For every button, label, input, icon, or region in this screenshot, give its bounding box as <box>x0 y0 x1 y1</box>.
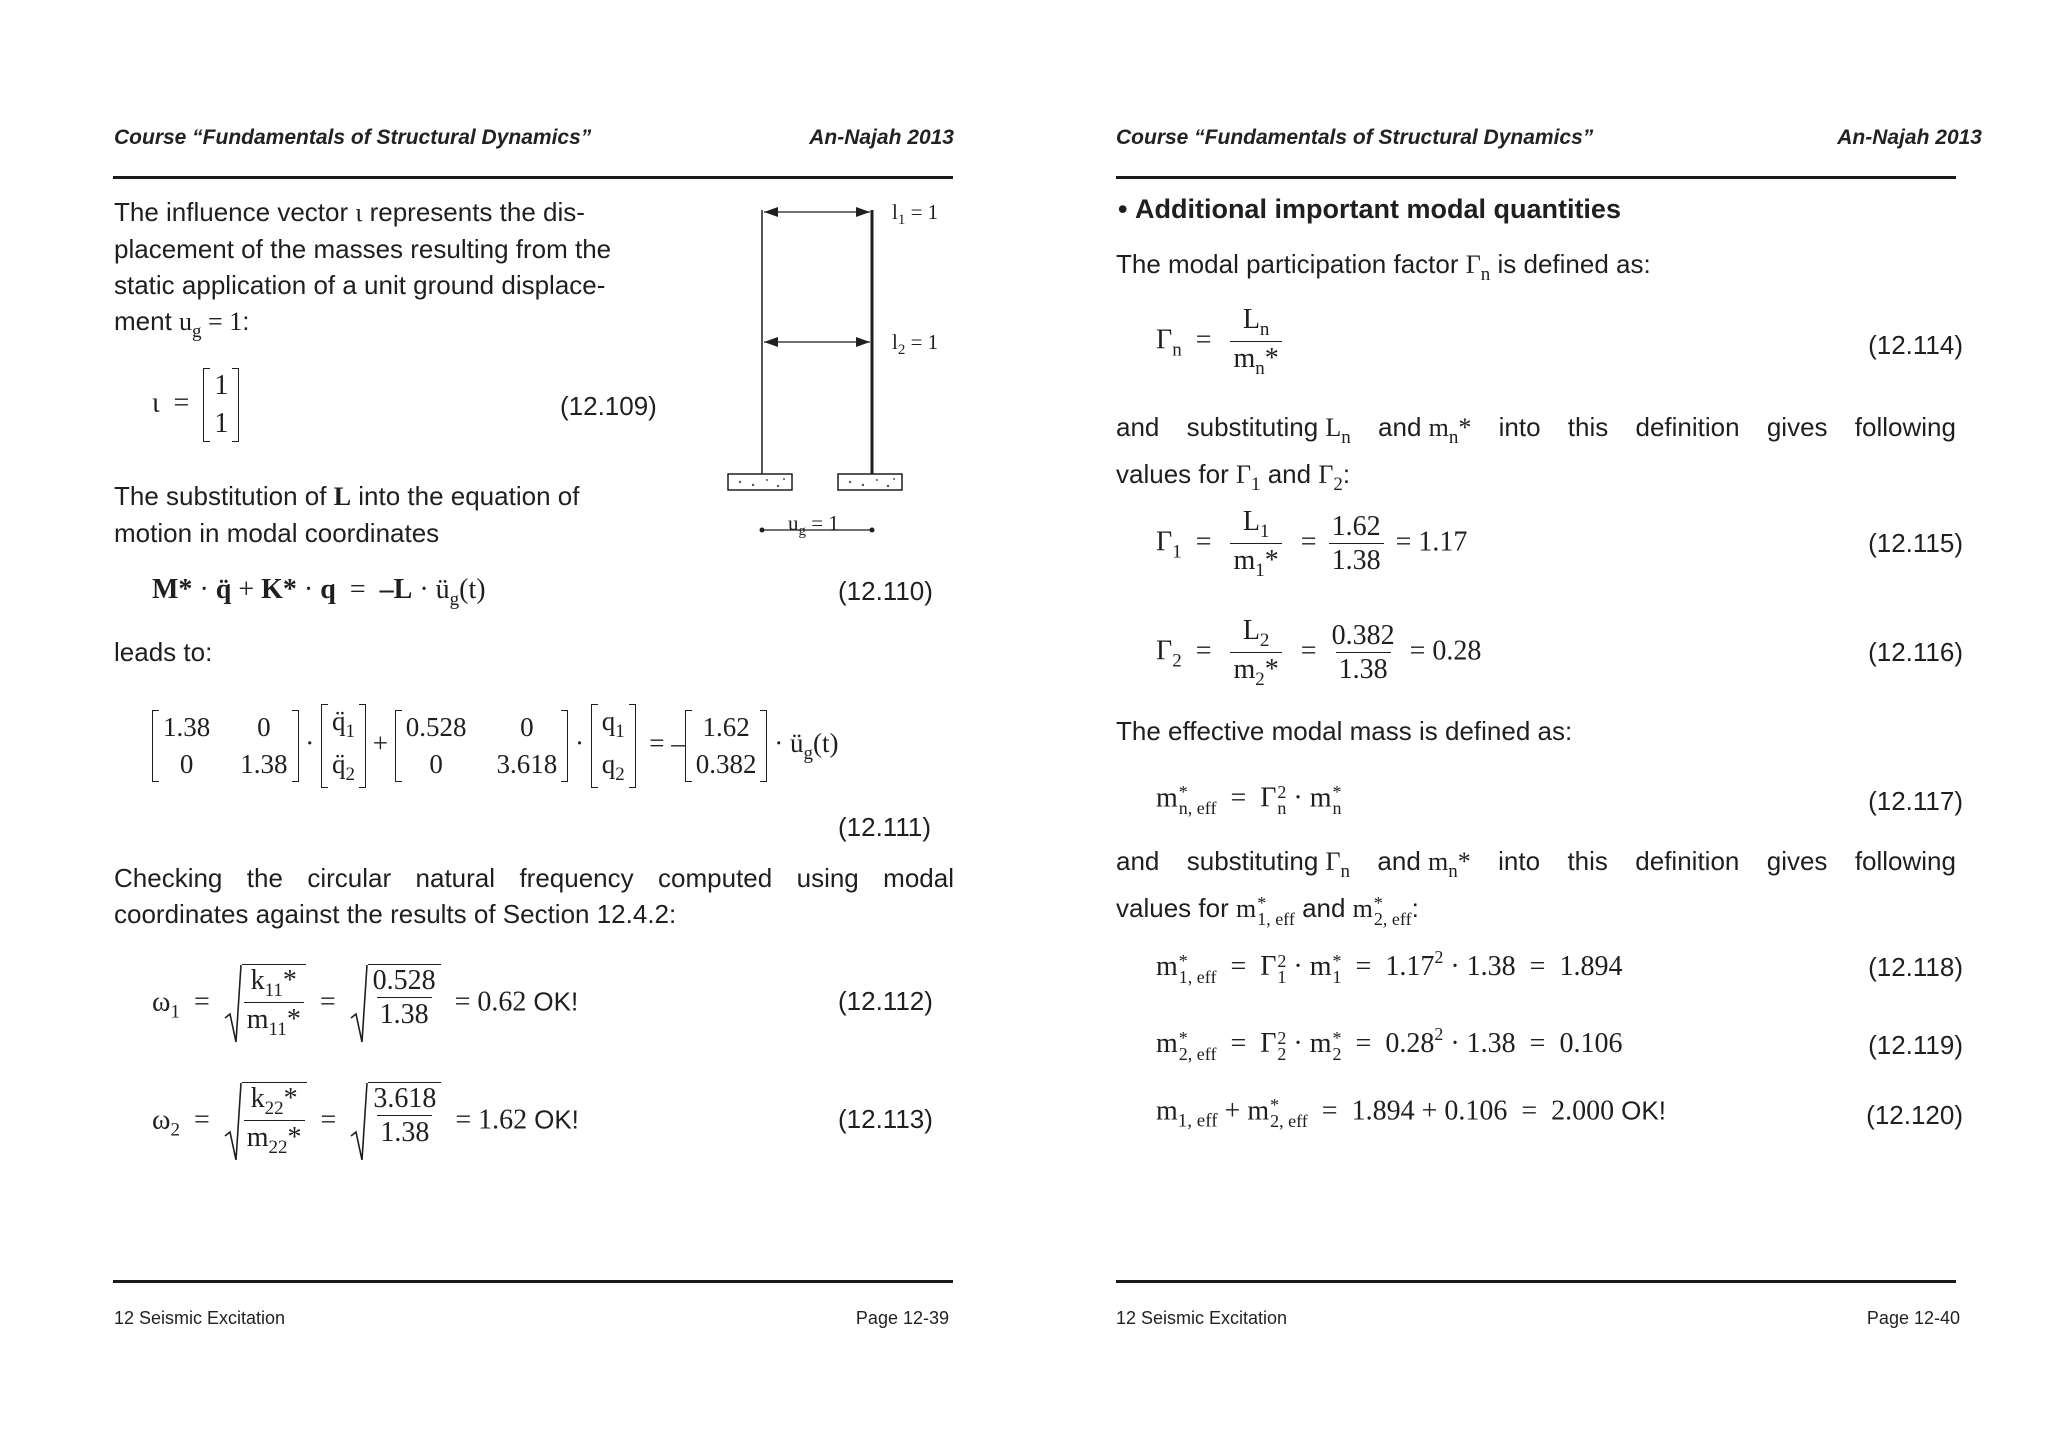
equation-number: (12.118) <box>1868 952 1963 982</box>
right-page <box>1024 0 2048 1448</box>
equation-12-111: 1.38 0 0 1.38 · $q̈_1$ $q̈_2$ + 0.528 0 0 3.618 · $q_1$ $q_2$ = – 1.62 0.382 · $ü_g(t)$ <box>152 704 838 788</box>
para-line: ment $u_g = 1$: <box>114 306 250 342</box>
figure-label-l2: $l_2 = 1$ <box>892 330 939 358</box>
equation-12-116: $\Gamma_2$ = $\frac{L_2}{m_2*}$ = $\frac{0.382}{1.38}$ = 0.28 <box>1156 615 1482 690</box>
figure-label-l1: $l_1 = 1$ <box>892 200 939 228</box>
equation-number: (12.117) <box>1868 786 1963 816</box>
paragraph-substitution-2 <box>1116 843 1956 930</box>
equation-number: (12.119) <box>1868 1030 1963 1060</box>
paragraph-effective-mass: The effective modal mass is defined as: <box>1116 716 1573 746</box>
para-line: and substituting $L_n$ and $m_n*$ into this definition gives following <box>1116 412 1956 448</box>
equation-12-119: m * 2, eff = Γ 2 2 · m * 2 = $0.28^2 \cdot 1.38 = 0.106$ <box>1156 1024 1623 1064</box>
header-title: Course “Fundamentals of Structural Dynamics” <box>1116 126 1594 149</box>
equation-12-112: $\omega_1$ = $\frac{k_{11}*}{m_{11}*}$ = $\frac{0.528}{1.38}$ = 0.62 OK! <box>152 964 578 1044</box>
header-right: An-Najah 2013 <box>1837 126 1982 149</box>
equation-12-114: $\Gamma_n$ = $\frac{L_n}{m_n*}$ <box>1156 306 1287 378</box>
text-leads-to: leads to: <box>114 637 213 667</box>
para-line: motion in modal coordinates <box>114 518 440 548</box>
equation-number: (12.115) <box>1868 528 1963 558</box>
arrowhead-right-2 <box>856 337 870 347</box>
para-line: values for $\Gamma_1$ and $\Gamma_2$: <box>1116 459 1351 495</box>
footer-page-number: Page 12-40 <box>1866 1308 1960 1328</box>
equation-12-118: m * 1, eff = Γ 2 1 · m * 1 = $1.17^2 \cdot 1.38 = 1.894$ <box>1156 947 1623 987</box>
equation-number: (12.109) <box>560 391 657 421</box>
header-right: An-Najah 2013 <box>809 126 954 149</box>
header-rule <box>1116 176 1956 179</box>
equation-number: (12.114) <box>1868 330 1963 360</box>
equation-12-120: $m_{1, eff} + m$ * 2, eff = 1.894 + 0.106 = 2.000 OK! <box>1156 1095 1666 1132</box>
para-line: The influence vector ι represents the dis- <box>114 197 585 227</box>
paragraph-participation: The modal participation factor $\Gamma_n$ is defined as: <box>1116 249 1651 285</box>
section-heading: • Additional important modal quantities <box>1118 194 1621 224</box>
paragraph-substitution <box>114 478 674 551</box>
header-title: Course “Fundamentals of Structural Dynamics” <box>114 126 592 149</box>
header-rule <box>113 176 953 179</box>
equation-number: (12.110) <box>838 576 933 606</box>
footer-chapter: 12 Seismic Excitation <box>114 1308 286 1328</box>
arrowhead-right-1 <box>856 207 870 217</box>
equation-12-115: $\Gamma_1$ = $\frac{L_1}{m_1*}$ = $\frac{1.62}{1.38}$ = 1.17 <box>1156 506 1468 581</box>
equation-number: (12.113) <box>838 1104 933 1134</box>
para-line: values for m * 1, eff and m * 2, eff : <box>1116 893 1419 930</box>
equation-number: (12.120) <box>1866 1100 1963 1130</box>
arrowhead-left-1 <box>764 207 778 217</box>
paragraph-substitution-1 <box>1116 409 1956 503</box>
paragraph-influence-vector <box>114 194 674 350</box>
footer-rule <box>113 1280 953 1283</box>
para-line: The substitution of L into the equation of <box>114 481 580 511</box>
equation-12-113: $\omega_2$ = $\frac{k_{22}*}{m_{22}*}$ = $\frac{3.618}{1.38}$ = 1.62 OK! <box>152 1082 579 1162</box>
structure-figure <box>720 196 950 556</box>
left-footing <box>728 474 792 490</box>
equation-number: (12.111) <box>838 812 931 842</box>
figure-label-ug: $u_g = 1$ <box>788 511 839 539</box>
footer-rule <box>1116 1280 1956 1283</box>
equation-12-109: ι = 1 1 <box>152 368 239 442</box>
equation-12-110: M* · q̈ + $K* \cdot q = -L \cdot ü_g(t)$ <box>152 574 486 610</box>
equation-number: (12.112) <box>838 986 933 1016</box>
para-line: static application of a unit ground displace- <box>114 270 606 300</box>
equation-12-117: m * n, eff = Γ 2 n · m * n <box>1156 782 1342 818</box>
para-line: and substituting $\Gamma_n$ and $m_n*$ into this definition gives following <box>1116 846 1956 882</box>
arrowhead-left-2 <box>764 337 778 347</box>
right-footing <box>838 474 902 490</box>
paragraph-checking: Checking the circular natural frequency computed using modal coordinates against the results of Section 12.4.2: <box>114 863 954 929</box>
footer-page-number: Page 12-39 <box>855 1308 949 1328</box>
equation-number: (12.116) <box>1868 637 1963 667</box>
para-line: placement of the masses resulting from the <box>114 234 612 264</box>
footer-chapter: 12 Seismic Excitation <box>1116 1308 1288 1328</box>
